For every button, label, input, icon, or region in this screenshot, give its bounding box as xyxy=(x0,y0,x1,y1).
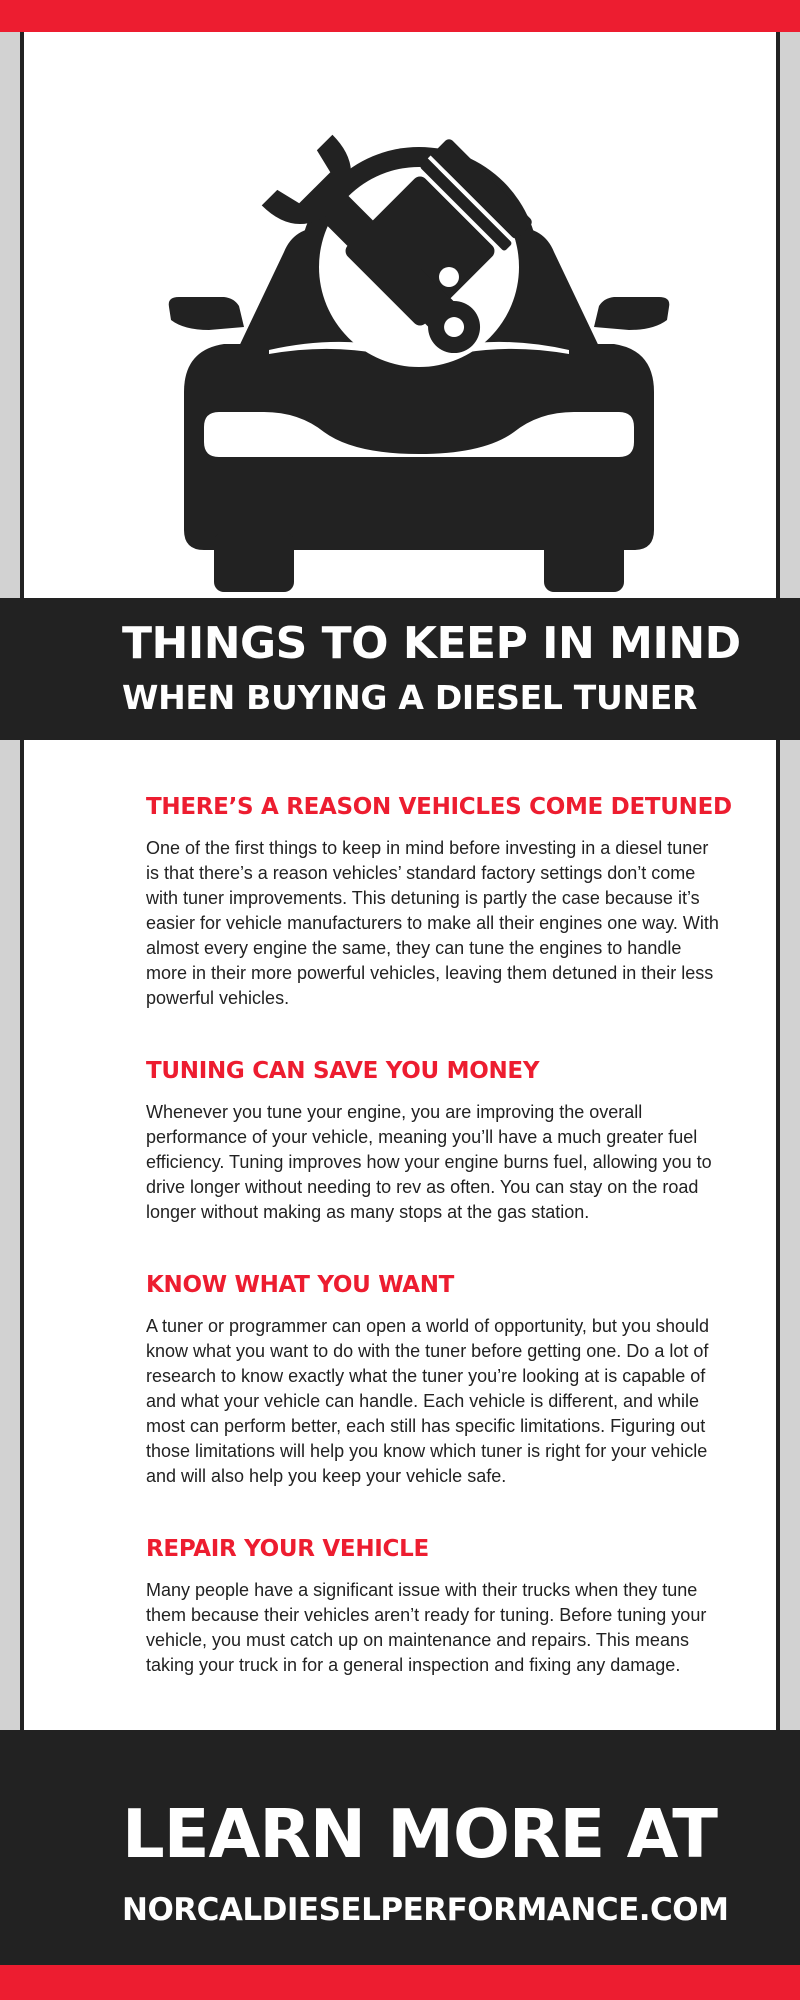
bottom-accent-bar xyxy=(0,1965,800,2000)
title-band xyxy=(0,598,800,740)
section-body: One of the first things to keep in mind before investing in a diesel tuner is that there’s a reason vehicles’ standard factory settings don’t come with tuner improvements. This detuning is partly the case because it’s easier for vehicle manufacturers to make all their engines one way. With almost every engine the same, they can tune the engines to handle more in their more powerful vehicles, leaving them detuned in their less powerful vehicles. xyxy=(146,838,719,1008)
footer-cta: LEARN MORE AT xyxy=(122,1795,717,1873)
section-know-what-you-want xyxy=(146,1272,726,1489)
section-heading: TUNING CAN SAVE YOU MONEY xyxy=(146,1058,540,1084)
section-detuned xyxy=(146,794,732,1011)
section-heading: REPAIR YOUR VEHICLE xyxy=(146,1536,429,1562)
section-body: A tuner or programmer can open a world of opportunity, but you should know what you want to do with the tuner before getting one. Do a lot of research to know exactly what the tuner you’re looking at is capable of and what your vehicle can handle. Each vehicle is different, and while most can perform better, each still has specific limitations. Figuring out those limitations will help you know which tuner is right for your vehicle and will also help you keep your vehicle safe. xyxy=(146,1316,709,1486)
car-with-wrench-and-piston-icon xyxy=(149,92,689,592)
page-subtitle: WHEN BUYING A DIESEL TUNER xyxy=(122,678,698,717)
section-repair-vehicle xyxy=(146,1536,726,1678)
section-body: Whenever you tune your engine, you are improving the overall performance of your vehicle, meaning you’ll have a much greater fuel efficiency. Tuning improves how your engine burns fuel, allowing you to drive longer without needing to rev as often. You can stay on the road longer without making as many stops at the gas station. xyxy=(146,1102,712,1222)
page-title: THINGS TO KEEP IN MIND xyxy=(122,618,741,669)
hero-panel xyxy=(20,32,780,598)
footer-band xyxy=(0,1730,800,1965)
section-heading: THERE’S A REASON VEHICLES COME DETUNED xyxy=(146,794,732,820)
footer-website: NORCALDIESELPERFORMANCE.COM xyxy=(122,1892,729,1928)
section-body: Many people have a significant issue with their trucks when they tune them because their vehicles aren’t ready for tuning. Before tuning your vehicle, you must catch up on maintenance and repairs. This means taking your truck in for a general inspection and fixing any damage. xyxy=(146,1580,707,1675)
section-save-money xyxy=(146,1058,726,1225)
top-accent-bar xyxy=(0,0,800,32)
section-heading: KNOW WHAT YOU WANT xyxy=(146,1272,455,1298)
content-panel xyxy=(20,740,780,1730)
